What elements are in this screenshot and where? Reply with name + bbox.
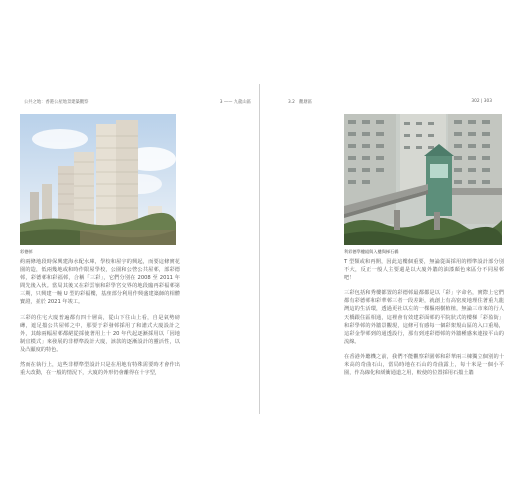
left-chapter-header: 3 —— 九龍山區 bbox=[219, 100, 251, 105]
right-body-text bbox=[344, 258, 504, 384]
left-paragraph-3: 然而在執行上，這些非標準型設計只是在用地有特殊需要時才會作出重大改動，在一般的情況下，大廈的外形仍會離得在十字型， bbox=[20, 362, 180, 377]
left-photo-caption: 彩德邨 bbox=[20, 249, 33, 254]
estate-towers-photo bbox=[20, 114, 176, 245]
left-page bbox=[0, 0, 259, 500]
right-paragraph-3: 在香港外聽機之前，我們不能觀察彩園邨和彩華兩三棟獨立個別的十米高的奇曲石山，當局時地在石山的奇曲露上，每十米是一個小平園，作為線化和緩衝通道之用，較使的位置採用石擋土牆 bbox=[344, 353, 504, 377]
right-photo-caption: 利彩德學樓組與入樓與梯石橋 bbox=[344, 249, 399, 254]
left-body-text bbox=[20, 258, 180, 384]
left-paragraph-1: 約兩條地段時保興建海水配水庫，學校和屋宇的興起，而要這條實花園的造，低兩幾地或和時作限屋學校，公園和公營公共屋邨，部彩德邨，彩德邨和彩福邨，合稱「三彩」，它們分別在 2008 至 2011 年間先後入伙。當局其後又在彩雲嶺和彩學宮交界的地段臨再彩福邨第三期，只興建一幢 U 型的彩福樓，基座部分利用作興盛建築師的相體寶證，並於 2021 年竣工。 bbox=[20, 259, 180, 306]
right-page bbox=[260, 0, 520, 500]
footbridge-photo bbox=[344, 114, 502, 245]
right-paragraph-1: T 型類或和再開，因此這樓個重要，無論從面採用的標準設計部分別不大，反正一般人主要還是以大廈外牆的油漆顏色來區分不同屋邨吧！ bbox=[344, 259, 504, 282]
left-running-header: 公共之地：香港公屋地景建築觀察 bbox=[24, 100, 89, 105]
right-paragraph-2: 三彩包括和秀樓都置的彩德邨最都都是以「彩」字命名，實際上它們都有彩德邨和彩華邨三者一段差距，就創上有高密度地理住著重九龍灣這的生活環，透過更社以左的一棵樞兩樹植植，無論三市來的行人天橋跟住區相通，這裡會有效建彩面邨的平院狀式的樓梯「彩盈街」和彩學邨的外牆景觀現，這條可有感每一個彩架規山區的入口重場，這彩金學邨到的通透設行，那有到達彩德邨的外牆種感來連接平山的流線。 bbox=[344, 290, 504, 345]
left-paragraph-2: 三彩的住宅大廈普遍都有四十層高，從山下往山上看，自是氣勢磅礡，遮足擋公共屋邨之中，那要于彩發邨採用了和諧式大廈設計之外，其餘兩幅屋邨都絕從採使著用上十 20 年代起逐漸採用以「因地制宜模式」來發展的非標準設計大廈，該款的逐漸設計的靈活性，以及凸顯度的特色。 bbox=[20, 314, 180, 353]
page-numbers: 302 | 303 bbox=[471, 99, 492, 104]
right-running-header: 3.2 觀塘區 bbox=[288, 100, 313, 105]
